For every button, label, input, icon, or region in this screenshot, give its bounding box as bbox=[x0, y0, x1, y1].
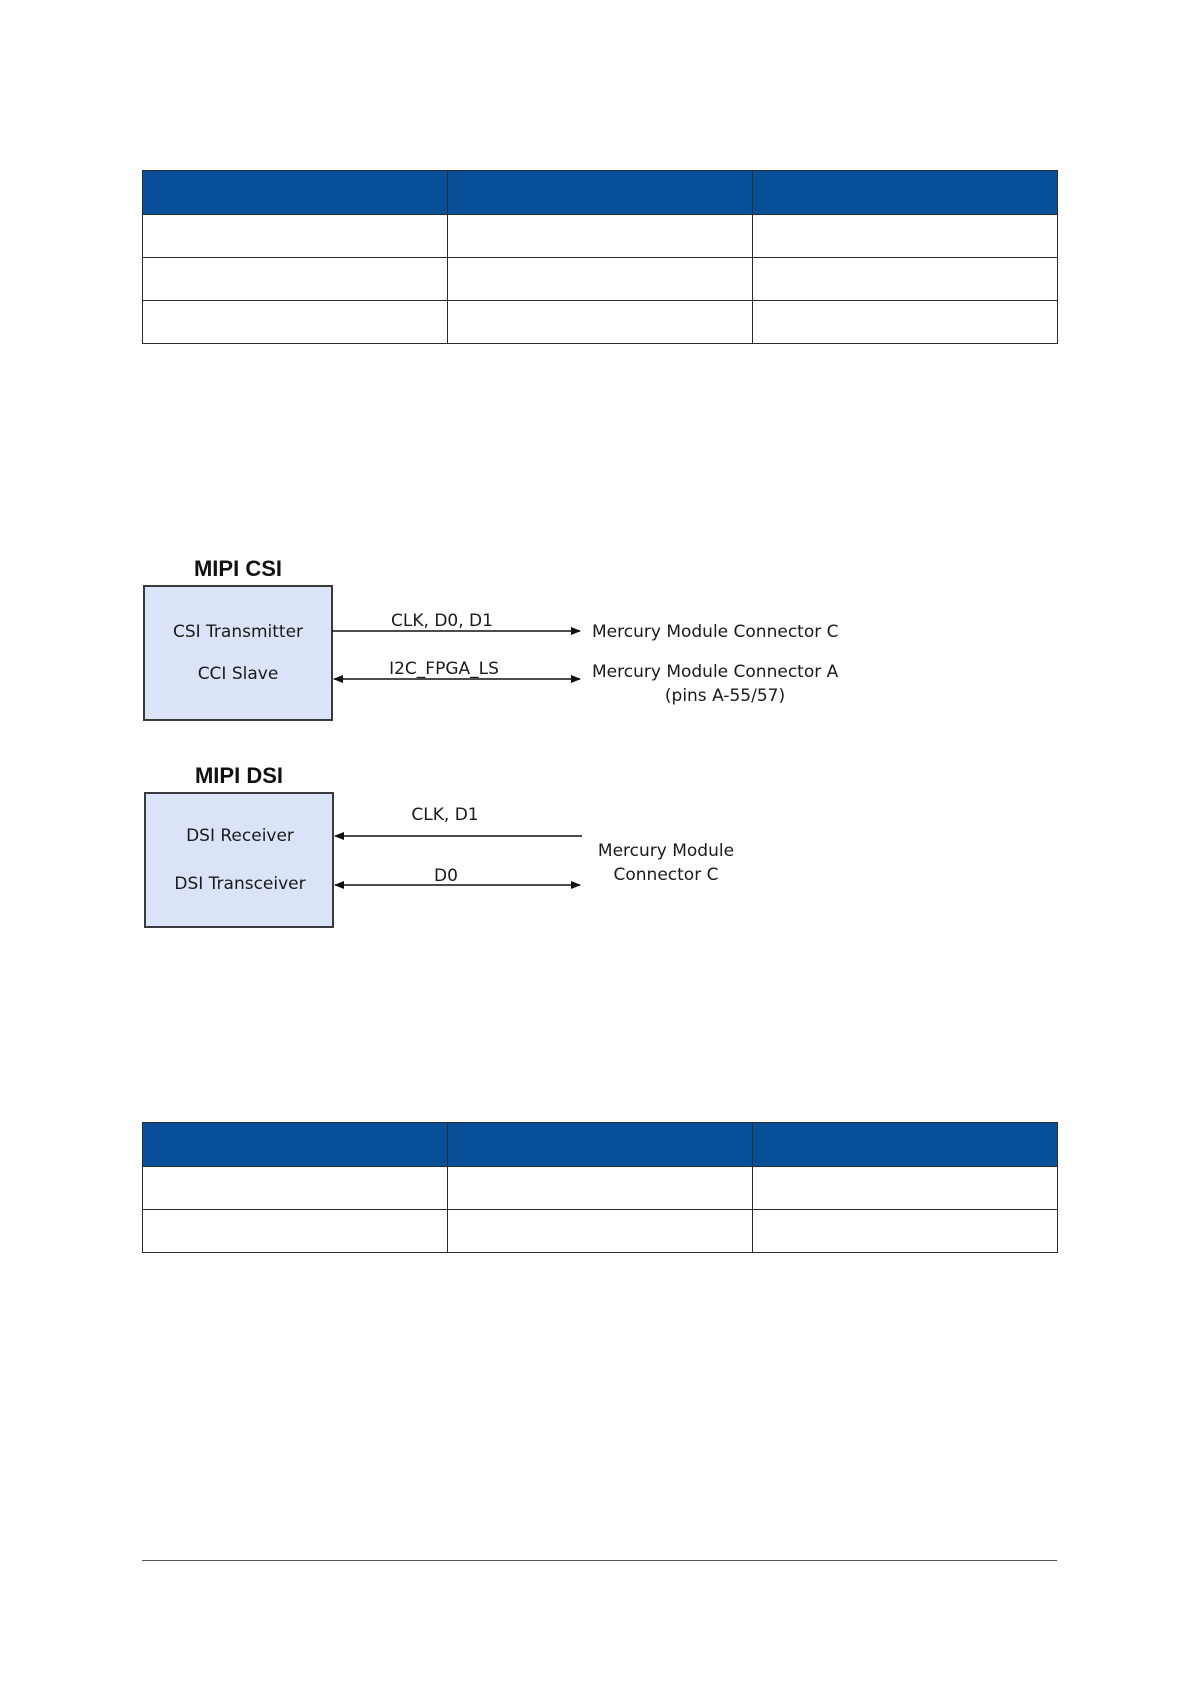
csi-target-2-line-1: Mercury Module Connector A bbox=[592, 662, 839, 682]
table-row bbox=[143, 1210, 1058, 1253]
table-header-cell bbox=[448, 1123, 753, 1167]
csi-block bbox=[144, 586, 332, 720]
dsi-group bbox=[145, 763, 734, 927]
csi-target-1: Mercury Module Connector C bbox=[592, 622, 839, 642]
table-2 bbox=[142, 1122, 1058, 1253]
table-cell bbox=[143, 1210, 448, 1253]
csi-title: MIPI CSI bbox=[193, 556, 283, 581]
dsi-block-line-2: DSI Transceiver bbox=[174, 874, 306, 894]
dsi-signal-label-2: D0 bbox=[434, 866, 458, 886]
csi-block-line-2: CCI Slave bbox=[197, 664, 279, 684]
dsi-target-line-1: Mercury Module bbox=[597, 841, 735, 861]
csi-block-line-1: CSI Transmitter bbox=[172, 622, 304, 642]
table-cell bbox=[753, 1167, 1058, 1210]
table-cell bbox=[448, 1167, 753, 1210]
dsi-block bbox=[145, 793, 333, 927]
table-header-cell bbox=[143, 1123, 448, 1167]
table-header-cell bbox=[753, 1123, 1058, 1167]
csi-signal-label-2: I2C_FPGA_LS bbox=[389, 659, 499, 679]
dsi-signal-label-1: CLK, D1 bbox=[411, 805, 479, 825]
table-row bbox=[143, 1167, 1058, 1210]
csi-signal-label-1: CLK, D0, D1 bbox=[391, 611, 493, 631]
csi-group bbox=[144, 556, 839, 720]
table-cell bbox=[448, 1210, 753, 1253]
footer-divider bbox=[142, 1560, 1057, 1561]
dsi-block-line-1: DSI Receiver bbox=[186, 826, 294, 846]
table-header-row bbox=[143, 1123, 1058, 1167]
csi-target-2-line-2: (pins A-55/57) bbox=[664, 686, 786, 706]
dsi-target-line-2: Connector C bbox=[613, 865, 719, 885]
table-cell bbox=[143, 1167, 448, 1210]
table-cell bbox=[753, 1210, 1058, 1253]
dsi-title: MIPI DSI bbox=[194, 763, 284, 788]
